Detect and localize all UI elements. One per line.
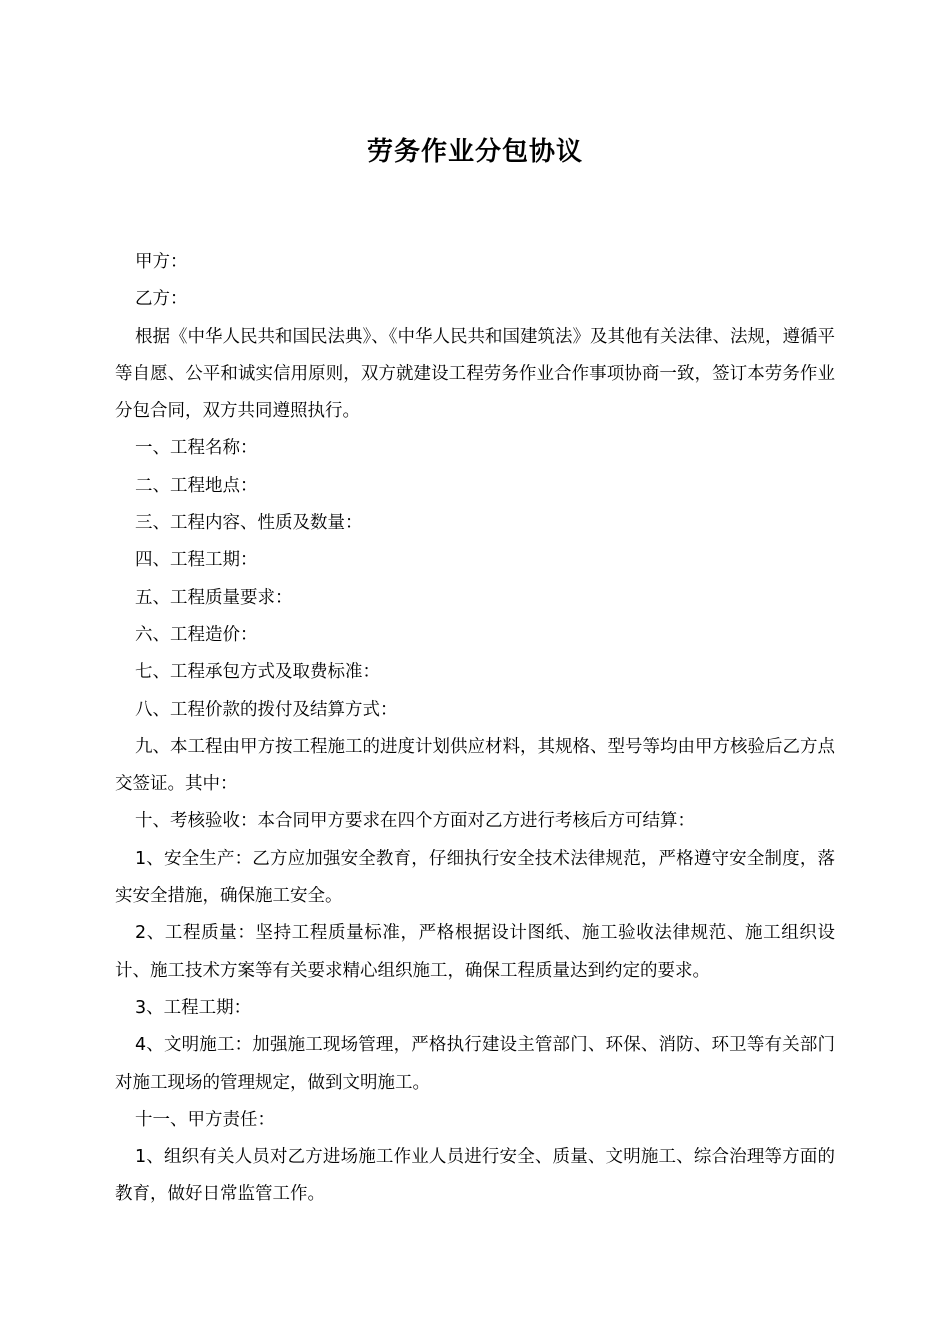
party-b-line: 乙方： bbox=[135, 289, 188, 310]
sub-clause-quality: 2、工程质量：坚持工程质量标准，严格根据设计图纸、施工验收法律规范、施工组织设计、施工技术方案等有关要求精心组织施工，确保工程质量达到约定的要求。 bbox=[115, 923, 835, 981]
clause-4-project-duration: 四、工程工期： bbox=[135, 550, 258, 571]
clause-6-project-cost: 六、工程造价： bbox=[135, 624, 258, 645]
clause-1-project-name: 一、工程名称： bbox=[135, 438, 258, 459]
document-body bbox=[115, 244, 835, 1214]
clause-2-project-location: 二、工程地点： bbox=[135, 475, 258, 496]
clause-11-party-a-duties: 十一、甲方责任： bbox=[135, 1109, 275, 1130]
sub-clause-duration: 3、工程工期： bbox=[135, 997, 252, 1018]
sub-clause-safety: 1、安全生产：乙方应加强安全教育，仔细执行安全技术法律规范，严格遵守安全制度，落实安全措施，确保施工安全。 bbox=[115, 848, 835, 907]
sub-clause-party-a-duty-1: 1、组织有关人员对乙方进场施工作业人员进行安全、质量、文明施工、综合治理等方面的教育，做好日常监管工作。 bbox=[115, 1147, 835, 1205]
clause-5-quality-requirements: 五、工程质量要求： bbox=[135, 587, 293, 608]
clause-9-material-supply: 九、本工程由甲方按工程施工的进度计划供应材料，其规格、型号等均由甲方核验后乙方点交签证。其中： bbox=[115, 736, 835, 795]
party-a-line: 甲方： bbox=[135, 252, 188, 272]
clause-10-acceptance: 十、考核验收：本合同甲方要求在四个方面对乙方进行考核后方可结算： bbox=[135, 811, 695, 832]
document-title: 劳务作业分包协议 bbox=[366, 137, 583, 167]
clause-3-project-scope: 三、工程内容、性质及数量： bbox=[135, 513, 363, 534]
sub-clause-civilized-construction: 4、文明施工：加强施工现场管理，严格执行建设主管部门、环保、消防、环卫等有关部门对施工现场的管理规定，做到文明施工。 bbox=[115, 1035, 835, 1093]
clause-7-contract-method: 七、工程承包方式及取费标准： bbox=[135, 662, 380, 683]
preamble-paragraph: 根据《中华人民共和国民法典》、《中华人民共和国建筑法》及其他有关法律、法规，遵循平等自愿、公平和诚实信用原则，双方就建设工程劳务作业合作事项协商一致，签订本劳务作业分包合同，双方共同遵照执行。 bbox=[115, 326, 835, 422]
clause-8-payment-settlement: 八、工程价款的拨付及结算方式： bbox=[135, 699, 398, 720]
